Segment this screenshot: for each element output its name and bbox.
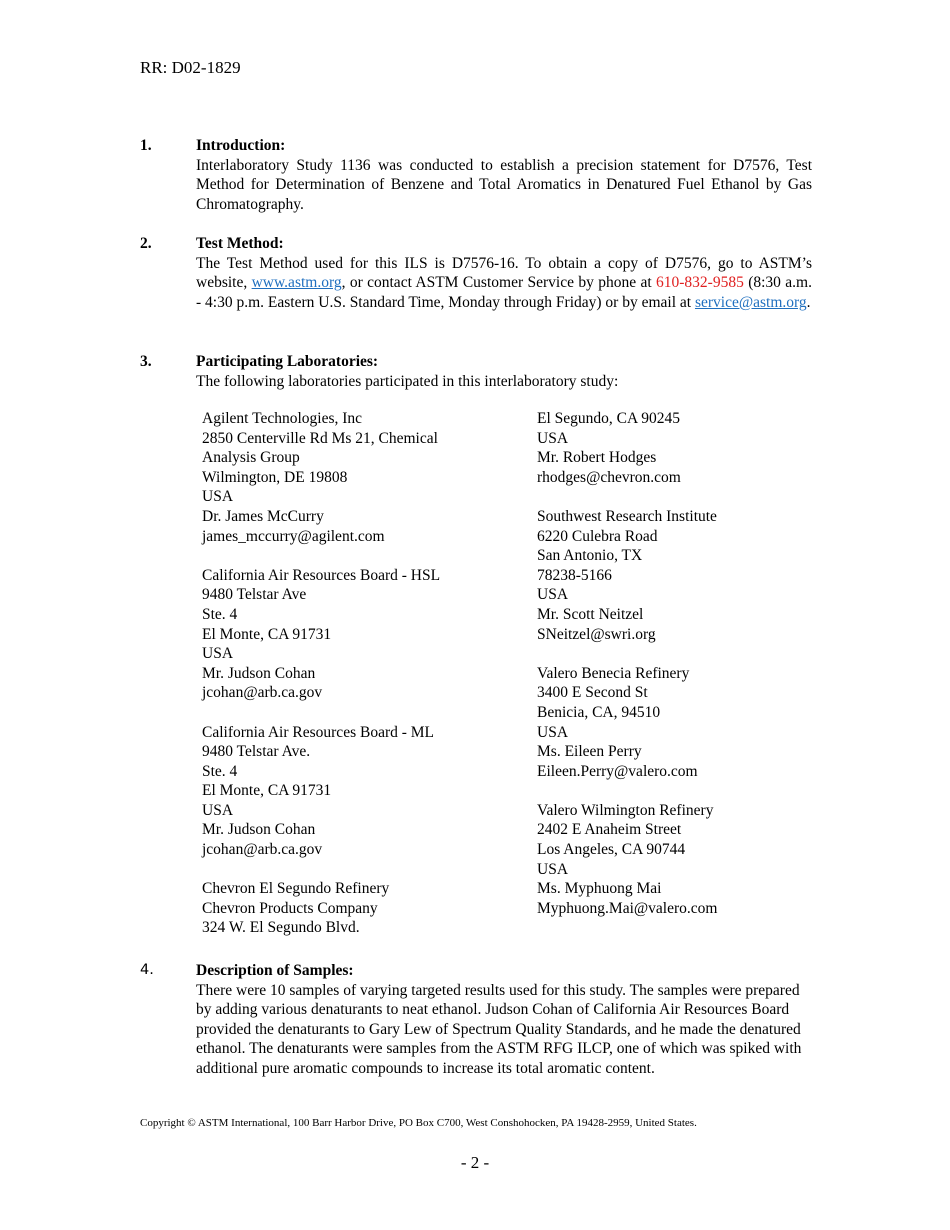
section-number: 4. <box>140 962 154 978</box>
lab-line: Ste. 4 <box>202 605 238 623</box>
lab-line: El Segundo, CA 90245 <box>537 410 680 427</box>
lab-line: Southwest Research Institute <box>537 507 717 525</box>
section-body: The Test Method used for this ILS is D7576-16. To obtain a copy of D7576, go to ASTM’s website, www.astm.org, or contact ASTM Customer Service by phone at 610-832-9585 (8:30 a.m. - 4:30 p.m. Eastern U.S. Standard Time, Monday through Friday) or by email at service@astm.org. <box>196 254 812 311</box>
copyright-notice: Copyright © ASTM International, 100 Barr Harbor Drive, PO Box C700, West Conshohocken, PA 19428-2959, United States. <box>140 1117 697 1129</box>
lab-line: California Air Resources Board - ML <box>202 723 435 741</box>
lab-line: Wilmington, DE 19808 <box>202 468 348 486</box>
lab-line: USA <box>202 645 234 663</box>
lab-entry <box>202 723 522 860</box>
lab-line: 2402 E Anaheim Street <box>537 821 682 839</box>
lab-line: Dr. James McCurry <box>202 507 324 525</box>
section-introduction <box>140 136 812 214</box>
lab-line: California Air Resources Board - HSL <box>202 566 441 584</box>
lab-line: El Monte, CA 91731 <box>202 625 332 643</box>
lab-line: Valero Wilmington Refinery <box>537 801 714 819</box>
lab-line: Agilent Technologies, Inc <box>202 410 363 427</box>
report-id: RR: D02-1829 <box>140 58 241 77</box>
lab-line: Mr. Judson Cohan <box>202 821 316 839</box>
section-number: 2. <box>140 235 152 252</box>
lab-line: USA <box>537 586 569 604</box>
lab-line: 3400 E Second St <box>537 684 648 702</box>
lab-line: Los Angeles, CA 90744 <box>537 841 686 859</box>
section-body: The following laboratories participated in this interlaboratory study: <box>196 372 619 390</box>
lab-entry <box>202 879 522 938</box>
lab-line: 6220 Culebra Road <box>537 527 658 545</box>
section-test-method <box>140 234 812 312</box>
astm-website-link[interactable]: www.astm.org <box>251 274 342 292</box>
lab-line: Ms. Eileen Perry <box>537 743 642 761</box>
lab-line: USA <box>202 801 234 819</box>
section-participating-laboratories <box>140 352 812 391</box>
lab-line: USA <box>537 429 569 447</box>
lab-line: Valero Benecia Refinery <box>537 664 690 682</box>
section-number: 3. <box>140 353 152 370</box>
lab-line: jcohan@arb.ca.gov <box>202 841 323 859</box>
lab-line: Analysis Group <box>202 449 300 467</box>
lab-line: rhodges@chevron.com <box>537 468 681 486</box>
lab-line: 324 W. El Segundo Blvd. <box>202 919 360 937</box>
section-number: 1. <box>140 137 152 154</box>
section-title: Description of Samples: <box>196 962 354 979</box>
lab-line: USA <box>537 860 569 878</box>
lab-line: Mr. Robert Hodges <box>537 449 657 467</box>
lab-line: Chevron El Segundo Refinery <box>202 880 390 898</box>
section-title: Participating Laboratories: <box>196 353 379 370</box>
lab-line: El Monte, CA 91731 <box>202 782 332 800</box>
lab-line: Chevron Products Company <box>202 899 378 917</box>
section-title: Introduction: <box>196 137 286 154</box>
lab-line: 9480 Telstar Ave <box>202 586 307 604</box>
lab-entry <box>537 507 817 644</box>
lab-line: Ste. 4 <box>202 762 238 780</box>
page-number: - 2 - <box>460 1153 490 1172</box>
lab-column-left <box>202 409 522 938</box>
lab-line: 78238-5166 <box>537 566 612 584</box>
lab-entry <box>537 409 817 487</box>
lab-line: Mr. Scott Neitzel <box>537 605 644 623</box>
service-email-link[interactable]: service@astm.org <box>694 293 807 311</box>
lab-line: james_mccurry@agilent.com <box>202 527 385 545</box>
section-description-of-samples <box>140 961 812 1079</box>
lab-entry <box>202 409 522 546</box>
lab-line: USA <box>202 488 234 506</box>
lab-line: Eileen.Perry@valero.com <box>537 762 698 780</box>
section-body: There were 10 samples of varying targeted results used for this study. The samples were prepared by adding various denaturants to neat ethanol. Judson Cohan of California Air Resources Board provided the denaturants to Gary Lew of Spectrum Quality Standards, and he made the denatured ethanol. The denaturants were samples from the ASTM RFG ILCP, one of which was spiked with additional pure aromatic compounds to increase its total aromatic content. <box>196 981 802 1077</box>
lab-column-right <box>537 409 817 918</box>
lab-line: USA <box>537 723 569 741</box>
lab-line: Benicia, CA, 94510 <box>537 703 661 721</box>
lab-entry <box>537 801 817 919</box>
lab-line: Mr. Judson Cohan <box>202 664 316 682</box>
phone-number: 610-832-9585 <box>656 274 744 292</box>
section-body: Interlaboratory Study 1136 was conducted to establish a precision statement for D7576, Test Method for Determination of Benzene and Total Aromatics in Denatured Fuel Ethanol by Gas Chromatography. <box>196 156 812 213</box>
lab-line: 2850 Centerville Rd Ms 21, Chemical <box>202 429 438 447</box>
lab-line: SNeitzel@swri.org <box>537 625 656 643</box>
lab-line: San Antonio, TX <box>537 547 643 565</box>
lab-line: Myphuong.Mai@valero.com <box>537 899 718 917</box>
lab-line: jcohan@arb.ca.gov <box>202 684 323 702</box>
lab-line: 9480 Telstar Ave. <box>202 743 311 761</box>
lab-entry <box>537 664 817 782</box>
lab-entry <box>202 566 522 703</box>
section-title: Test Method: <box>196 235 284 252</box>
lab-line: Ms. Myphuong Mai <box>537 880 662 898</box>
